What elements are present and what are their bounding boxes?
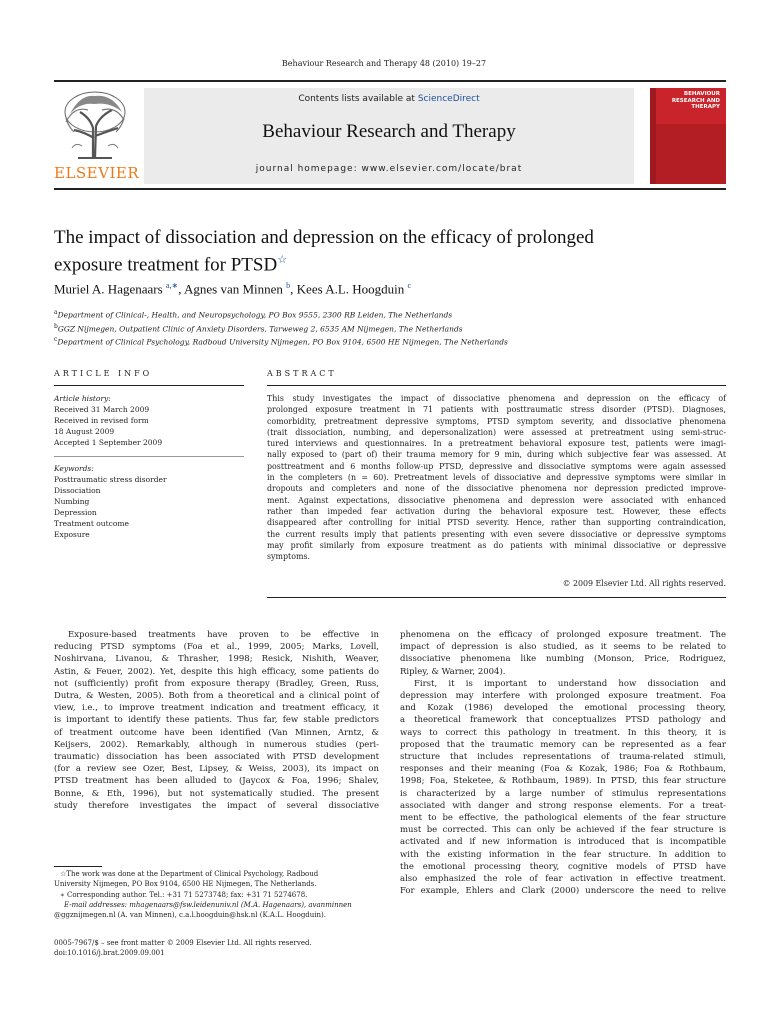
- affiliations: [54, 307, 726, 348]
- history-item: Received 31 March 2009: [54, 405, 150, 414]
- keywords: [54, 463, 244, 540]
- journal-title: Behaviour Research and Therapy: [262, 121, 516, 142]
- keyword: Dissociation: [54, 486, 101, 495]
- keyword: Numbing: [54, 497, 90, 506]
- affiliation: [54, 334, 726, 348]
- body-line: and Kozak (1986) developed the emotional processing theory,: [400, 703, 726, 714]
- affiliation-text: Department of Clinical-, Health, and Neuropsychology, PO Box 9555, 2300 RB Leiden, The Netherlands: [57, 310, 453, 320]
- body-line: impact of depression is also studied, as it seems to be related to: [400, 642, 726, 653]
- abstract-line: rather than impeded fear activation during the behavioral exposure test. However, these effects: [267, 506, 726, 516]
- body-line: Astin, & Feuer, 2002). Yet, despite this high efficacy, some patients do: [54, 666, 379, 677]
- author-name: Muriel A. Hagenaars: [54, 281, 163, 297]
- body-line: PTSD treatment has been alluded to (Jaycox & Foa, 1996; Shalev,: [54, 776, 379, 787]
- journal-cover-thumbnail[interactable]: [650, 88, 726, 184]
- article-history: [54, 393, 244, 448]
- body-line: proposed that the traumatic memory can be represented as a fear: [400, 739, 726, 750]
- history-item: Received in revised form: [54, 416, 149, 425]
- body-line: responses and their meaning (Foa & Kozak, 1986; Foa & Rothbaum,: [400, 764, 726, 775]
- body-line: is important to identify these patients. Thus far, few stable predictors: [54, 715, 379, 726]
- footnote-line[interactable]: @ggznijmegen.nl (A. van Minnen), c.a.l.hoogduin@hsk.nl (K.A.L. Hoogduin).: [54, 911, 327, 920]
- body-line: study therefore investigates the impact of several dissociative: [54, 800, 379, 811]
- contents-line: [144, 94, 634, 104]
- author-affiliation-mark[interactable]: c: [407, 281, 412, 290]
- masthead-rule-bottom: [54, 188, 726, 190]
- footnote-line: University Nijmegen, PO Box 9104, 6500 HE Nijmegen, The Netherlands.: [54, 880, 317, 889]
- body-line: activated and if new information is introduced that is incompatible: [400, 837, 726, 848]
- abstract-line: symptoms.: [267, 552, 311, 562]
- abstract-line: comorbidity, pretreatment depressive symptoms, PTSD symptom severity, and dissociative phenomena: [267, 416, 726, 426]
- front-matter: [54, 938, 379, 959]
- elsevier-logo[interactable]: [54, 88, 140, 184]
- body-line: 1998; Foa, Steketee, & Rothbaum, 1989). In PTSD, this fear structure: [400, 776, 726, 787]
- body-line: a theoretical framework that conceptualizes PTSD pathology and: [400, 715, 726, 726]
- abstract-line: (trait dissociation, numbing, and depersonalization) were assessed at pretreatment using semi-struc-: [267, 427, 726, 437]
- author-name: Agnes van Minnen: [183, 281, 283, 297]
- body-line: Ripley, & Warner, 2004).: [400, 666, 506, 677]
- abstract-line: dropouts and completers and none of the dissociative phenomena nor depression predicted improve-: [267, 484, 726, 494]
- body-line: view, i.e., to improve treatment indication and treatment efficacy, it: [54, 703, 379, 714]
- cover-band: [650, 124, 726, 184]
- keyword: Treatment outcome: [54, 519, 129, 528]
- body-line: with the existing information in the fear structure. In addition to: [400, 849, 726, 860]
- author-list: Muriel A. Hagenaars $^{a,∗}$, Agnes van Minnen $^b$, Kees A.L. Hoogduin $^c$: [54, 281, 412, 297]
- abstract-line: This study investigates the impact of dissociative phenomena and depression on the efficacy of: [267, 394, 726, 403]
- cover-line: THERAPY: [691, 104, 720, 110]
- running-head: Behaviour Research and Therapy 48 (2010) 19–27: [281, 59, 487, 68]
- author-affiliation-mark[interactable]: a,∗: [165, 281, 179, 290]
- body-line: (for a review see Ozer, Best, Lipsey, & Weiss, 2003), its impact on: [54, 764, 379, 775]
- title-line-1: The impact of dissociation and depression on the efficacy of prolonged: [54, 227, 594, 248]
- body-line: ways to correct this pathology in treatment. In this theory, it is: [400, 727, 726, 738]
- contents-prefix: Contents lists available at: [298, 94, 418, 104]
- abstract-line: tured interviews and questionnaires. In a pretreatment behavioral exposure test, patients were imagi-: [267, 439, 726, 449]
- body-column-left: [54, 629, 379, 812]
- cover-line: RESEARCH AND: [671, 97, 720, 104]
- title-line-2: exposure treatment for PTSD: [54, 254, 278, 276]
- body-line: associated with danger and strong response elements. For a treat-: [400, 800, 726, 811]
- affiliation: [54, 307, 726, 321]
- body-line: Dutra, & Westen, 2005). Both from a theoretical and a clinical point of: [54, 691, 379, 702]
- abstract-line: may profit similarly from exposure treatment as do patients with minimal dissociative or depressive: [267, 540, 726, 550]
- issn-line: 0005-7967/$ – see front matter © 2009 Elsevier Ltd. All rights reserved.: [54, 939, 312, 947]
- cover-title: [656, 91, 720, 111]
- body-line: dissociative phenomena like numbing (Monson, Price, Rodriguez,: [400, 654, 726, 665]
- abstract-line: in the completers (n = 60). Pretreatment levels of dissociative and depressive symptoms were similar in: [267, 473, 726, 483]
- keyword: Depression: [54, 508, 97, 517]
- body-line: structure that includes representations of trauma-related stimuli,: [400, 752, 726, 763]
- history-item: Accepted 1 September 2009: [54, 438, 163, 447]
- footnote-line: ∗ Corresponding author. Tel.: +31 71 5273748; fax: +31 71 5274678.: [60, 890, 308, 899]
- affiliation: [54, 321, 726, 335]
- keyword: Posttraumatic stress disorder: [54, 475, 167, 484]
- body-line: not (sufficiently) profit from exposure therapy (Bradley, Green, Russ,: [54, 678, 379, 689]
- body-line: phenomena on the efficacy of prolonged exposure treatment. The: [400, 630, 726, 640]
- affiliation-mark: b: [54, 322, 58, 330]
- history-label: Article history:: [54, 394, 111, 403]
- affiliation-text: GGZ Nijmegen, Outpatient Clinic of Anxiety Disorders, Tarweweg 2, 6535 AM Nijmegen, The Netherlands: [57, 324, 463, 333]
- body-line: Noshirvana, Livanou, & Thrasher, 1998; Resick, Nishith, Weaver,: [54, 654, 379, 665]
- footnote-rule: [54, 866, 102, 867]
- article-info-rule: [54, 385, 244, 386]
- body-line: the emotional processing theory, cognitive models of PTSD have: [400, 861, 726, 872]
- footnote-line[interactable]: E-mail addresses: mhagenaars@fsw.leidenuniv.nl (M.A. Hagenaars), avanminnen: [64, 900, 352, 909]
- abstract-line: posttreatment and 6 months follow-up PTSD, depressive and dissociative symptoms were again assessed: [267, 461, 726, 471]
- abstract-bottom-rule: [267, 597, 726, 598]
- journal-homepage[interactable]: journal homepage: www.elsevier.com/locate/brat: [255, 164, 523, 174]
- body-line: also emphasized the role of fear activation in effective treatment.: [400, 874, 726, 885]
- abstract-line: the current results imply that patients presenting with even severe dissociative or depressive symptoms: [267, 529, 726, 539]
- abstract-text: [267, 393, 726, 562]
- body-line: depression may interfere with prolonged exposure treatment. Foa: [400, 691, 726, 702]
- body-line: For example, Ehlers and Clark (2000) underscore the need to relive: [400, 886, 726, 897]
- abstract-heading: ABSTRACT: [267, 369, 337, 378]
- cover-line: BEHAVIOUR: [683, 91, 720, 97]
- abstract-rule: [267, 385, 726, 386]
- abstract-line: nally exposed to (part of) their trauma memory for 9 min, during which subjective fear was assessed. At: [267, 450, 726, 460]
- footnote-line: ☆The work was done at the Department of Clinical Psychology, Radboud: [60, 870, 319, 878]
- body-line: Keijsers, 2002). Remarkably, although in numerous studies (peri-: [54, 739, 379, 750]
- elsevier-tree-icon: [60, 88, 130, 160]
- sciencedirect-link[interactable]: ScienceDirect: [417, 94, 480, 104]
- abstract-line: disappeared after controlling for initial PTSD severity. Hence, rather than supporting contraindication,: [267, 518, 726, 528]
- abstract-line: ment. Against expectations, dissociative phenomena and depression were associated with enhanced: [267, 495, 726, 505]
- history-item: 18 August 2009: [54, 427, 115, 436]
- doi-line[interactable]: doi:10.1016/j.brat.2009.09.001: [54, 949, 165, 958]
- keywords-label: Keywords:: [54, 464, 94, 473]
- keywords-rule: [54, 456, 244, 457]
- body-column-right: [400, 629, 726, 897]
- body-line: ment to be effective, the pathological elements of the fear structure: [400, 813, 726, 824]
- body-line: Bonne, & Eth, 1996), but not systematically studied. The present: [54, 788, 379, 799]
- author-name: Kees A.L. Hoogduin: [296, 281, 405, 297]
- affiliation-text: Department of Clinical Psychology, Radboud University Nijmegen, PO Box 9104, 6500 HE Nijmegen, The Netherlands: [57, 337, 508, 347]
- masthead-box: [144, 88, 634, 184]
- masthead: [54, 88, 726, 184]
- body-line: Exposure-based treatments have proven to be effective in: [68, 630, 379, 640]
- body-line: First, it is important to understand how dissociation and: [414, 678, 726, 689]
- article-title: [54, 226, 694, 276]
- keyword: Exposure: [54, 530, 90, 539]
- author-affiliation-mark[interactable]: b: [286, 281, 291, 290]
- title-footnote-mark[interactable]: ☆: [277, 254, 288, 266]
- body-line: is characterized by a large number of stimulus representations: [400, 788, 726, 799]
- abstract-line: prolonged exposure treatment in 71 patients with posttraumatic stress disorder (PTSD). Diagnoses,: [267, 405, 726, 415]
- affiliation-mark: c: [54, 336, 58, 343]
- masthead-rule-top: [54, 80, 726, 82]
- publisher-name: ELSEVIER: [54, 164, 140, 182]
- abstract-copyright: © 2009 Elsevier Ltd. All rights reserved.: [562, 579, 726, 588]
- footnotes: [54, 869, 379, 920]
- body-line: reducing PTSD symptoms (Foa et al., 1999, 2005; Marks, Lovell,: [54, 642, 379, 653]
- body-line: traumatic) dissociation has been associated with PTSD development: [54, 752, 379, 763]
- body-line: of treatment outcome have been identified (Van Minnen, Arntz, &: [54, 727, 379, 738]
- body-line: must be corrected. This can only be achieved if the fear structure is: [400, 825, 726, 836]
- affiliation-mark: a: [54, 309, 58, 316]
- article-info-heading: ARTICLE INFO: [54, 369, 153, 378]
